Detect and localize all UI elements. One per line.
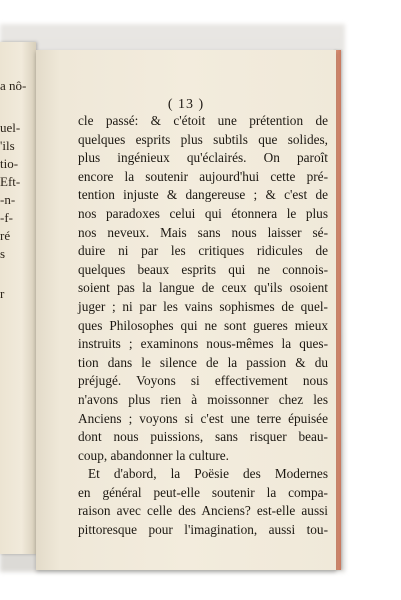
text-line: coup, abandonner la culture.	[78, 447, 230, 463]
text-line: dont nous puissions, sans risquer beau-	[78, 429, 328, 445]
text-line: préjugé. Voyons si effectivement nous	[78, 373, 328, 389]
page-number: ( 13 )	[167, 97, 205, 112]
text-line: pittoresque pour l'imagination, aussi tou-	[78, 522, 328, 538]
left-page-line: ré	[0, 228, 11, 243]
page-text	[78, 112, 328, 540]
text-line: juger ; ni par les vains sophismes de quel-	[78, 298, 328, 314]
text-line: plus ingénieux qu'éclairés. On paroît	[78, 150, 328, 166]
text-line: nos neveux. Mais sans nous laisser sé-	[78, 224, 328, 240]
left-page	[0, 42, 36, 554]
text-line: duire ni par les critiques ridicules de	[78, 243, 328, 259]
left-page-line: 'ils	[0, 138, 15, 153]
text-line: en général peut-elle soutenir la compa-	[78, 484, 328, 500]
left-page-line: uel-	[0, 120, 21, 135]
text-line: soient pas la langue de ceux qu'ils osoient	[78, 280, 328, 296]
text-line: instruits ; examinons nous-mêmes la ques-	[78, 336, 328, 352]
book-page	[36, 50, 336, 570]
text-line: nos paradoxes celui qui étonnera le plus	[78, 205, 328, 221]
text-line: raison avec celle des Anciens? est-elle aussi	[78, 503, 328, 519]
text-line: tion dans le silence de la passion & du	[78, 354, 328, 370]
text-line: quelques esprits plus subtils que solides,	[78, 131, 328, 147]
left-page-line: a nô-	[0, 78, 27, 93]
left-page-line: Eft-	[0, 174, 21, 189]
text-line: n'avons plus rien à moissonner chez les	[78, 391, 328, 407]
text-line: cle passé: & c'étoit une prétention de	[78, 113, 328, 128]
left-page-line: -f-	[0, 210, 13, 225]
left-page-line: r	[0, 286, 5, 301]
left-page-line: s	[0, 246, 6, 261]
left-page-line: tio-	[0, 156, 19, 171]
left-page-line: -n-	[0, 192, 16, 207]
text-line: ques Philosophes qui ne sont gueres mieux	[78, 317, 328, 333]
text-line: Anciens ; voyons si c'est une terre épuisée	[78, 410, 328, 426]
text-line: Et d'abord, la Poësie des Modernes	[88, 466, 328, 482]
text-line: tention injuste & dangereuse ; & c'est de	[78, 187, 328, 203]
text-line: quelques beaux esprits qui ne connois-	[78, 261, 328, 277]
text-line: encore la soutenir aujourd'hui cette pré-	[78, 168, 328, 184]
